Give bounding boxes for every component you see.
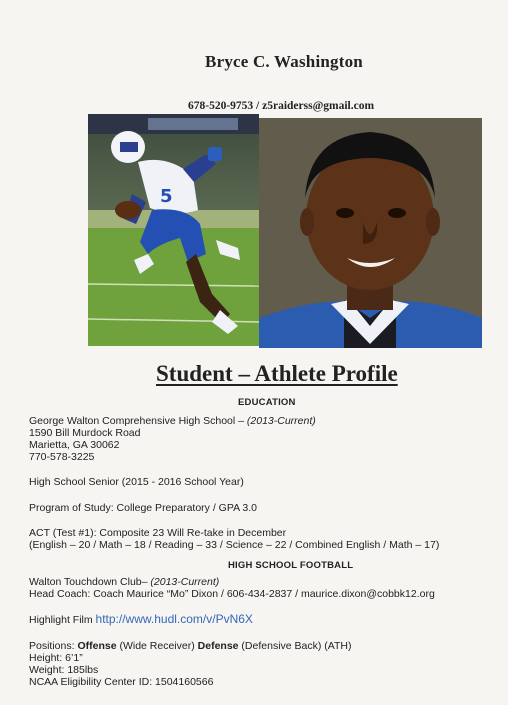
contact-info: 678-520-9753 / z5raiderss@gmail.com (188, 100, 375, 112)
school-address-city: Marietta, GA 30062 (29, 439, 120, 451)
defense-label: Defense (197, 640, 239, 652)
portrait-illustration (259, 118, 482, 348)
athlete-name: Bryce C. Washington (205, 52, 363, 71)
profile-title: Student – Athlete Profile (156, 361, 398, 386)
football-heading: HIGH SCHOOL FOOTBALL (228, 560, 354, 571)
defense-value: (Defensive Back) (ATH) (238, 640, 352, 652)
education-heading: EDUCATION (238, 397, 296, 408)
head-coach: Head Coach: Coach Maurice “Mo” Dixon / 606-434-2837 / maurice.dixon@cobbk12.org (29, 588, 435, 600)
positions-label: Positions: (29, 640, 78, 652)
highlight-film-label: Highlight Film (29, 614, 96, 626)
jersey-number: 5 (160, 186, 173, 207)
offense-value: (Wide Receiver) (116, 640, 198, 652)
ncaa-id: NCAA Eligibility Center ID: 1504160566 (29, 676, 214, 688)
offense-label: Offense (77, 640, 117, 652)
school-name (29, 415, 316, 427)
senior-status: High School Senior (2015 - 2016 School Year) (29, 476, 244, 488)
school-phone: 770-578-3225 (29, 451, 95, 463)
program-of-study: Program of Study: College Preparatory / GPA 3.0 (29, 502, 258, 514)
action-photo-illustration (88, 114, 259, 346)
touchdown-club (29, 576, 219, 588)
club-years: (2013-Current) (150, 576, 220, 588)
act-composite: ACT (Test #1): Composite 23 Will Re-take in December (29, 527, 287, 539)
football-player-action-photo (88, 114, 259, 346)
height: Height: 6’1” (29, 652, 83, 664)
highlight-film (29, 612, 253, 626)
positions (29, 640, 352, 652)
player-portrait-photo (259, 118, 482, 348)
school-address-street: 1590 Bill Murdock Road (29, 427, 141, 439)
club-name: Walton Touchdown Club– (29, 576, 151, 588)
school-name-text: George Walton Comprehensive High School – (29, 415, 247, 427)
highlight-film-link[interactable]: http://www.hudl.com/v/PvN6X (95, 612, 253, 626)
act-scores: (English – 20 / Math – 18 / Reading – 33 / Science – 22 / Combined English / Math – 17) (29, 539, 440, 551)
school-years: (2013-Current) (246, 415, 316, 427)
weight: Weight: 185lbs (29, 664, 99, 676)
